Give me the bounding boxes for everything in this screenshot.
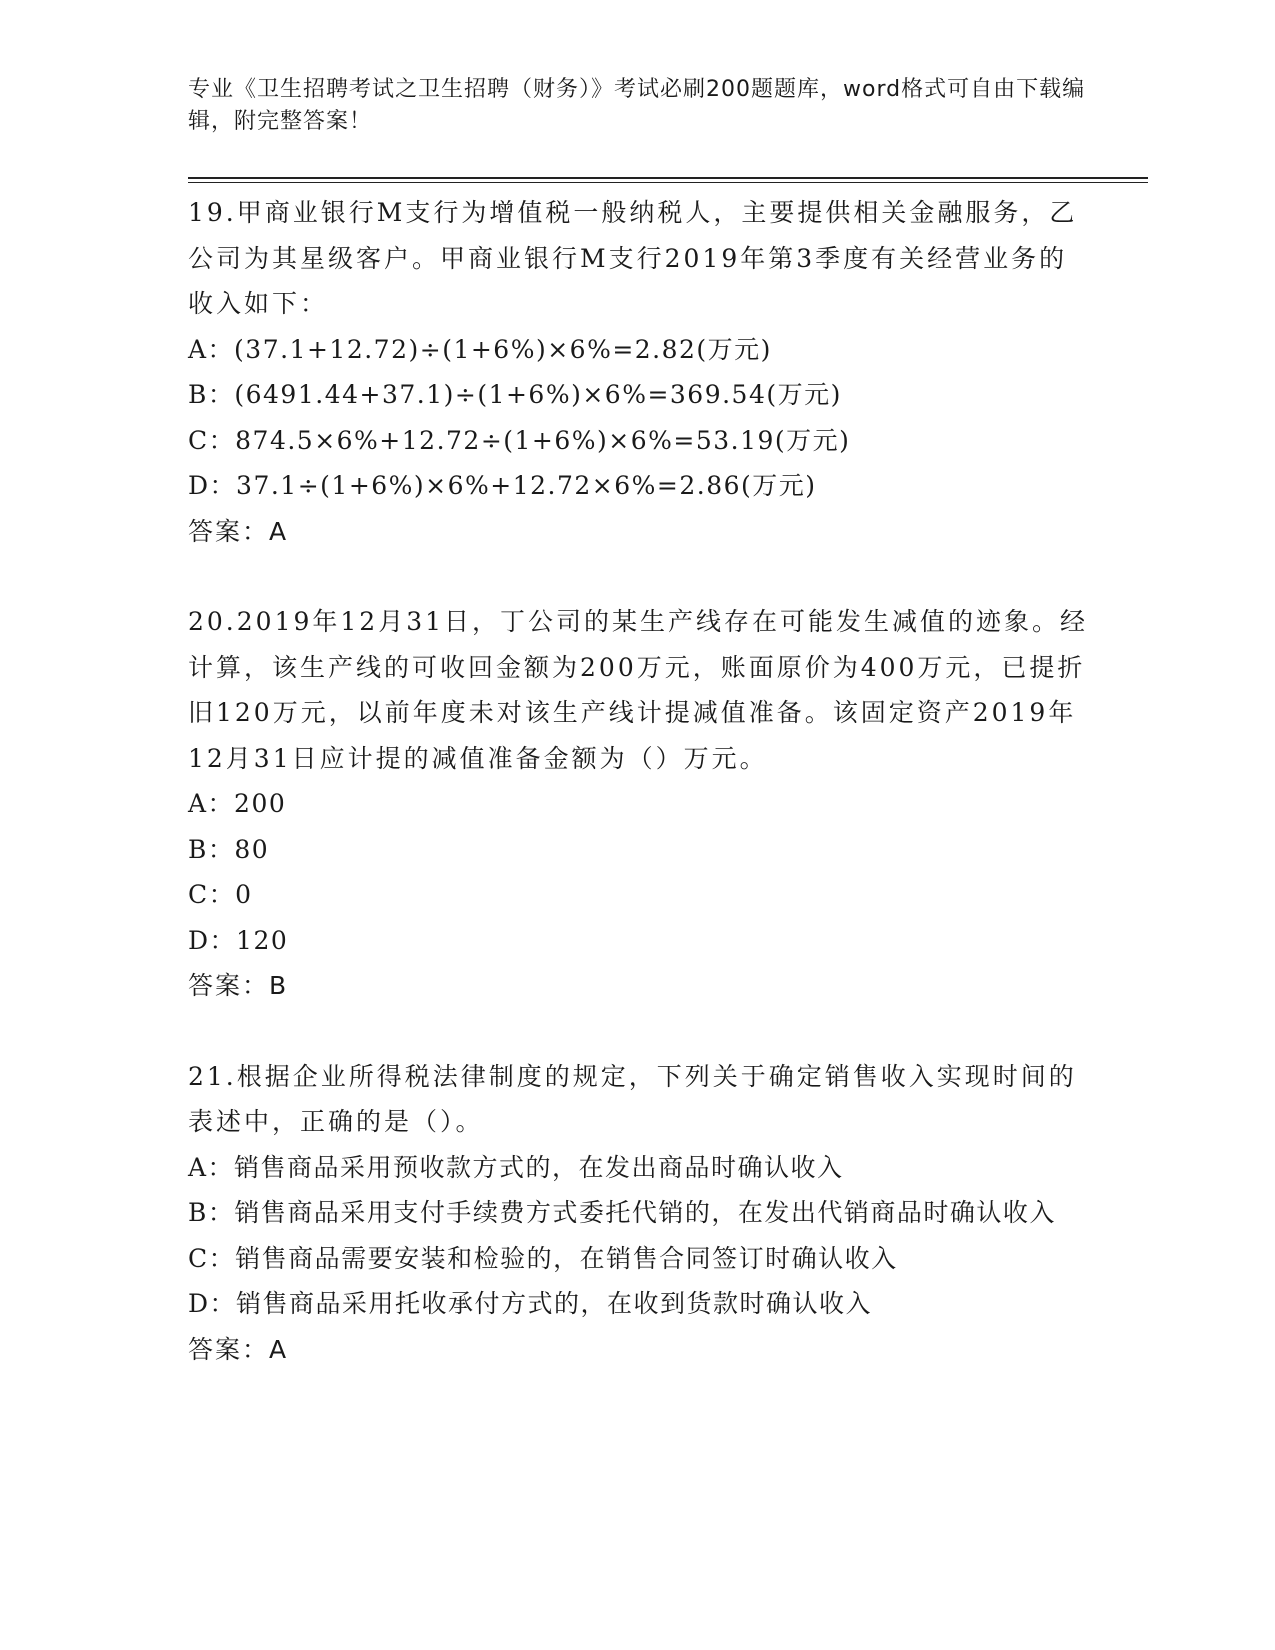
question-stem: 20.2019年12月31日，丁公司的某生产线存在可能发生减值的迹象。经计算，该生产线的可收回金额为200万元，账面原价为400万元，已提折旧120万元，以前年度未对该生产线计提减值准备。该固定资产2019年12月31日应计提的减值准备金额为（）万元。 xyxy=(188,607,1089,773)
question-19 xyxy=(188,190,1088,554)
question-21 xyxy=(188,1054,1088,1373)
option-b: B：80 xyxy=(188,834,270,864)
answer-line: 答案：A xyxy=(188,516,289,546)
question-stem: 21.根据企业所得税法律制度的规定，下列关于确定销售收入实现时间的表述中，正确的是（）。 xyxy=(188,1061,1077,1136)
answer-line: 答案：A xyxy=(188,1334,289,1364)
option-c: C：0 xyxy=(188,880,253,909)
option-b: B：(6491.44+37.1)÷(1+6%)×6%=369.54(万元) xyxy=(188,380,842,409)
option-a: A：200 xyxy=(188,789,287,818)
option-c: C：销售商品需要安装和检验的，在销售合同签订时确认收入 xyxy=(188,1243,898,1273)
question-stem: 19.甲商业银行M支行为增值税一般纳税人，主要提供相关金融服务，乙公司为其星级客户。甲商业银行M支行2019年第3季度有关经营业务的收入如下： xyxy=(188,198,1078,318)
question-list xyxy=(188,190,1088,1372)
option-a: A：销售商品采用预收款方式的，在发出商品时确认收入 xyxy=(188,1152,844,1182)
option-d: D：销售商品采用托收承付方式的，在收到货款时确认收入 xyxy=(188,1289,873,1318)
option-d: D：37.1÷(1+6%)×6%+12.72×6%=2.86(万元) xyxy=(188,471,817,500)
option-b: B：销售商品采用支付手续费方式委托代销的，在发出代销商品时确认收入 xyxy=(188,1198,1056,1227)
header-divider-thick xyxy=(188,177,1148,179)
answer-line: 答案：B xyxy=(188,971,289,1000)
spacer xyxy=(188,554,1088,599)
spacer xyxy=(188,1009,1088,1054)
option-d: D：120 xyxy=(188,925,289,955)
option-c: C：874.5×6%+12.72÷(1+6%)×6%=53.19(万元) xyxy=(188,425,851,455)
option-a: A：(37.1+12.72)÷(1+6%)×6%=2.82(万元) xyxy=(188,334,772,364)
header-divider-thin xyxy=(188,182,1148,183)
document-header: 专业《卫生招聘考试之卫生招聘（财务）》考试必刷200题题库，word格式可自由下载编辑，附完整答案！ xyxy=(188,77,1086,134)
question-20 xyxy=(188,599,1088,1009)
